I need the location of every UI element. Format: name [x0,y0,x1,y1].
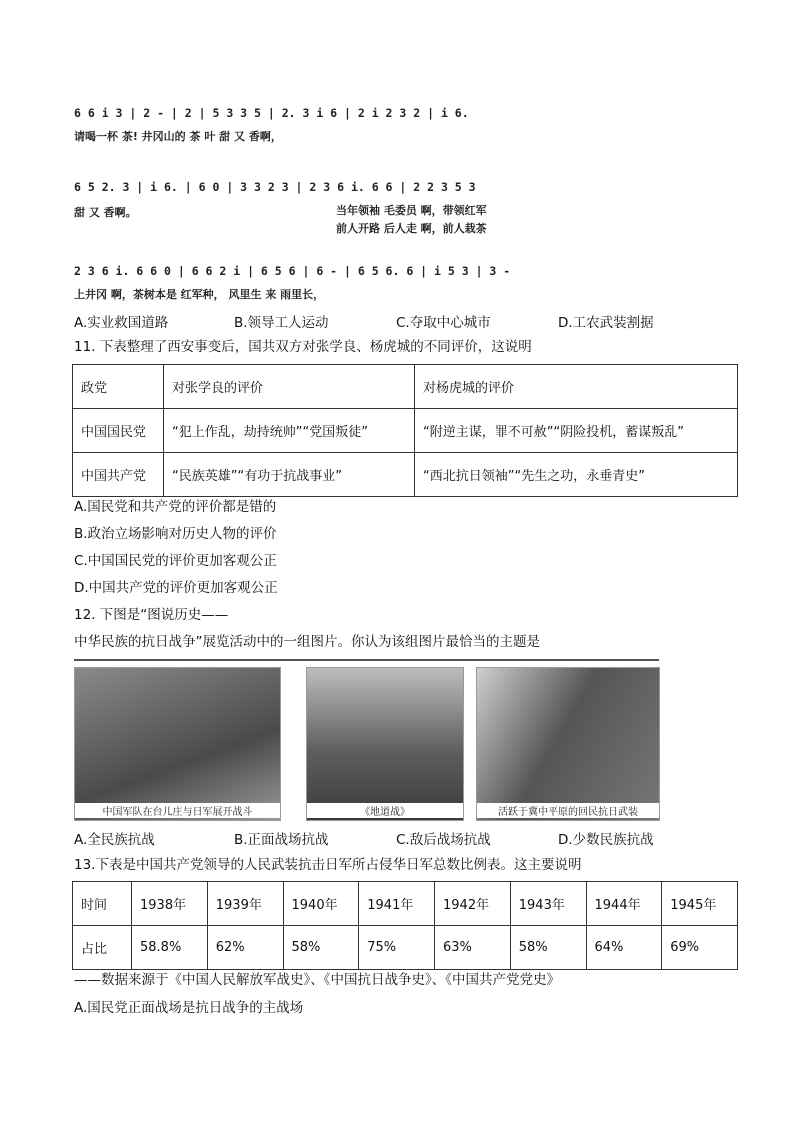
q11-option-c[interactable]: C.中国国民党的评价更加客观公正 [74,553,277,569]
table-cell: 58% [283,926,359,970]
q13-option-a[interactable]: A.国民党正面战场是抗日战争的主战场 [74,1000,304,1016]
q13-source: ——数据来源于《中国人民解放军战史》、《中国抗日战争史》、《中国共产党党史》 [74,972,560,988]
photo-taierzhuang [74,667,281,821]
q10-option-d[interactable]: D.工农武装割据 [558,315,654,331]
q11-header-cell: 对杨虎城的评价 [415,365,738,409]
table-cell: 63% [435,926,511,970]
photo-caption: 活跃于冀中平原的回民抗日武装 [477,803,659,818]
q10-option-b[interactable]: B.领导工人运动 [234,315,329,331]
table-cell: “民族英雄”“有功于抗战事业” [164,453,415,497]
score-row-3-lyrics: 上井冈 啊，茶树本是 红军种， 风里生 来 雨里长， [74,288,325,301]
q12-stem-line-2: 中华民族的抗日战争”展览活动中的一组图片。你认为该组图片最恰当的主题是 [74,634,540,650]
q11-stem: 11. 下表整理了西安事变后，国共双方对张学良、杨虎城的不同评价，这说明 [74,339,532,355]
table-row [73,926,738,970]
q12-stem-line-1: 12. 下图是“图说历史—— [74,607,229,623]
photo-caption: 中国军队在台儿庄与日军展开战斗 [75,803,280,818]
q11-header-cell: 政党 [73,365,164,409]
photo-strip [74,659,659,821]
score-row-2-lyrics-b: 当年领袖 毛委员 啊，带领红军 [336,204,487,217]
q11-option-a[interactable]: A.国民党和共产党的评价都是错的 [74,499,277,515]
q11-header-row [73,365,738,409]
table-cell: “犯上作乱，劫持统帅”“党国叛徒” [164,409,415,453]
table-cell: 1944年 [586,882,662,926]
score-row-3-notes: 2 3 6 i. 6 6 0 | 6 6 2 i | 6 5 6 | 6 - | 6 5 6. 6 | i 5 3 | 3 - [74,264,511,278]
table-cell: 62% [207,926,283,970]
q12-option-a[interactable]: A.全民族抗战 [74,832,155,848]
table-cell: 1942年 [435,882,511,926]
q11-option-d[interactable]: D.中国共产党的评价更加客观公正 [74,580,278,596]
score-row-2-notes: 6 5 2. 3 | i 6. | 6 0 | 3 3 2 3 | 2 3 6 i. 6 6 | 2 2 3 5 3 [74,180,476,194]
table-cell: 64% [586,926,662,970]
table-cell: 1943年 [510,882,586,926]
photo-tunnel-warfare [306,667,464,821]
score-row-1-lyrics: 请喝一杯 茶! 井冈山的 茶 叶 甜 又 香啊， [74,130,282,143]
q11-header-cell: 对张学良的评价 [164,365,415,409]
q13-stem: 13.下表是中国共产党领导的人民武装抗击日军所占侵华日军总数比例表。这主要说明 [74,857,582,873]
table-row [73,882,738,926]
q12-option-c[interactable]: C.敌后战场抗战 [396,832,491,848]
q10-option-a[interactable]: A.实业救国道路 [74,315,169,331]
q11-table [72,364,738,497]
q12-option-b[interactable]: B.正面战场抗战 [234,832,329,848]
q10-option-c[interactable]: C.夺取中心城市 [396,315,491,331]
score-row-2-lyrics-a: 甜 又 香啊。 [74,206,137,219]
table-cell: 1941年 [359,882,435,926]
table-cell: 69% [662,926,738,970]
q13-row-label: 占比 [73,926,132,970]
q11-option-b[interactable]: B.政治立场影响对历史人物的评价 [74,526,277,542]
table-cell: “西北抗日领袖”“先生之功，永垂青史” [415,453,738,497]
score-row-2-lyrics-c: 前人开路 后人走 啊，前人栽茶 [336,222,487,235]
table-cell: 1939年 [207,882,283,926]
table-cell: “附逆主谋，罪不可赦”“阴险投机，蓄谋叛乱” [415,409,738,453]
table-cell: 58.8% [132,926,208,970]
music-score [74,96,602,308]
table-cell: 中国共产党 [73,453,164,497]
table-cell: 75% [359,926,435,970]
q13-table [72,881,738,970]
table-row [73,409,738,453]
q13-row-label: 时间 [73,882,132,926]
table-row [73,453,738,497]
table-cell: 1938年 [132,882,208,926]
table-cell: 1945年 [662,882,738,926]
table-cell: 1940年 [283,882,359,926]
table-cell: 中国国民党 [73,409,164,453]
q12-option-d[interactable]: D.少数民族抗战 [558,832,654,848]
score-row-1-notes: 6 6 i 3 | 2 - | 2 | 5 3 3 5 | 2. 3 i 6 | 2 i 2 3 2 | i 6. [74,106,469,120]
table-cell: 58% [510,926,586,970]
photo-caption: 《地道战》 [307,803,463,818]
photo-hui-militia [476,667,660,821]
